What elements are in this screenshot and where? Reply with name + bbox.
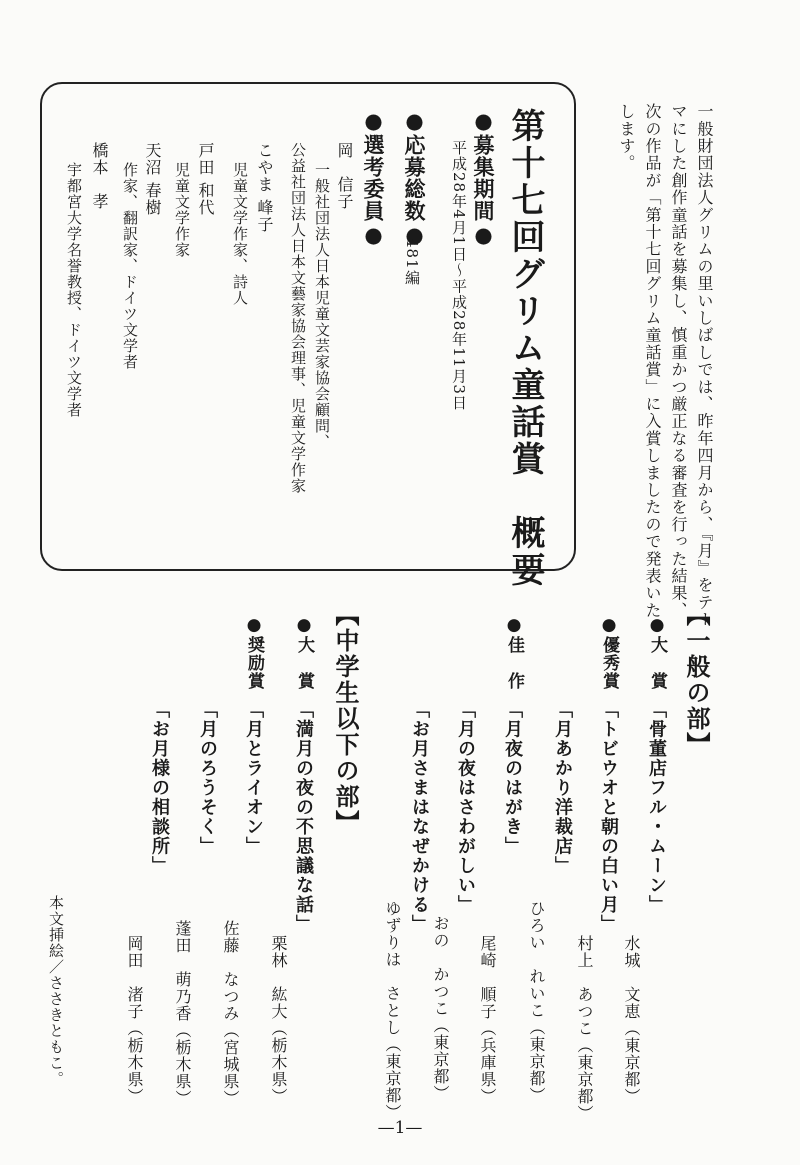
work-title: 「トビウオと朝の白い月」 xyxy=(598,700,619,934)
author-name: おの かつこ（東京都） xyxy=(431,915,450,1102)
judge-title: 児童文学作家、詩人 xyxy=(231,162,249,306)
author-name: 蓬田 萌乃香（栃木県） xyxy=(173,920,192,1107)
judge-name: 天沼 春樹 xyxy=(143,142,162,217)
count-heading: ●応募総数● xyxy=(402,108,427,248)
work-title: 「月の夜はさわがしい」 xyxy=(455,700,476,915)
judges-heading: ●選考委員● xyxy=(361,108,386,248)
intro-line-1: 一般財団法人グリムの里いしばしでは、昨年四月から、『月』をテー xyxy=(695,103,714,629)
general-heading: 【一般の部】 xyxy=(682,602,711,758)
judge-name: 岡 信子 xyxy=(335,142,354,210)
author-name: 岡田 渚子（栃木県） xyxy=(125,935,144,1105)
author-name: 村上 あつこ（東京都） xyxy=(575,935,594,1122)
grand-prize-label: ●大 賞 xyxy=(647,615,667,690)
work-title: 「満月の夜の不思議な話」 xyxy=(293,700,314,934)
excellence-prize-label: ●優秀賞 xyxy=(599,615,619,690)
work-title: 「月のろうそく」 xyxy=(197,700,218,856)
judge-name: 戸田 和代 xyxy=(196,142,215,217)
author-name: 水城 文恵（東京都） xyxy=(622,935,641,1105)
judge-title: 一般社団法人日本児童文芸家協会顧問、 xyxy=(313,162,331,450)
illustration-credit: 本文挿絵／ささきともこ。 xyxy=(47,895,65,1087)
intro-line-3: 次の作品が「第十七回グリム童話賞」に入賞しましたので発表いた xyxy=(643,103,662,619)
work-title: 「月夜のはがき」 xyxy=(502,700,523,856)
work-title: 「骨董店フル・ムーン」 xyxy=(646,700,667,915)
author-name: 尾崎 順子（兵庫県） xyxy=(478,935,497,1105)
work-title: 「お月さまはなぜかける」 xyxy=(409,700,430,934)
page-number: —1— xyxy=(377,1118,423,1138)
intro-line-2: マにした創作童話を募集し、慎重かつ厳正なる審査を行った結果、 xyxy=(669,103,688,619)
period-heading: ●募集期間● xyxy=(471,108,496,248)
intro-line-4: します。 xyxy=(617,103,636,172)
count-value: 481編 xyxy=(403,238,421,286)
period-value: 平成28年4月1日～平成28年11月3日 xyxy=(450,140,468,411)
honorable-mention-label: ●佳 作 xyxy=(504,615,524,690)
summary-title: 第十七回グリム童話賞 概要 xyxy=(505,108,545,589)
work-title: 「月とライオン」 xyxy=(243,700,264,856)
judge-name: 橋本 孝 xyxy=(90,142,109,210)
work-title: 「お月様の相談所」 xyxy=(149,700,170,876)
author-name: 佐藤 なつみ（宮城県） xyxy=(221,920,240,1107)
work-title: 「月あかり洋裁店」 xyxy=(552,700,573,876)
grand-prize-label: ●大 賞 xyxy=(294,615,314,690)
judge-title: 公益社団法人日本文藝家協会理事、児童文学作家 xyxy=(289,142,307,494)
judge-title: 作家、翻訳家、ドイツ文学者 xyxy=(121,162,139,370)
author-name: ひろい れいこ（東京都） xyxy=(527,900,546,1104)
judge-title: 児童文学作家 xyxy=(173,162,191,258)
junior-heading: 【中学生以下の部】 xyxy=(331,602,360,836)
judge-name: こやま 峰子 xyxy=(255,142,274,234)
judge-title: 宇都宮大学名誉教授、ドイツ文学者 xyxy=(65,162,83,418)
encouragement-prize-label: ●奨励賞 xyxy=(244,615,264,690)
author-name: 栗林 紘大（栃木県） xyxy=(269,935,288,1105)
author-name: ゆずりは さとし（東京都） xyxy=(383,900,402,1121)
